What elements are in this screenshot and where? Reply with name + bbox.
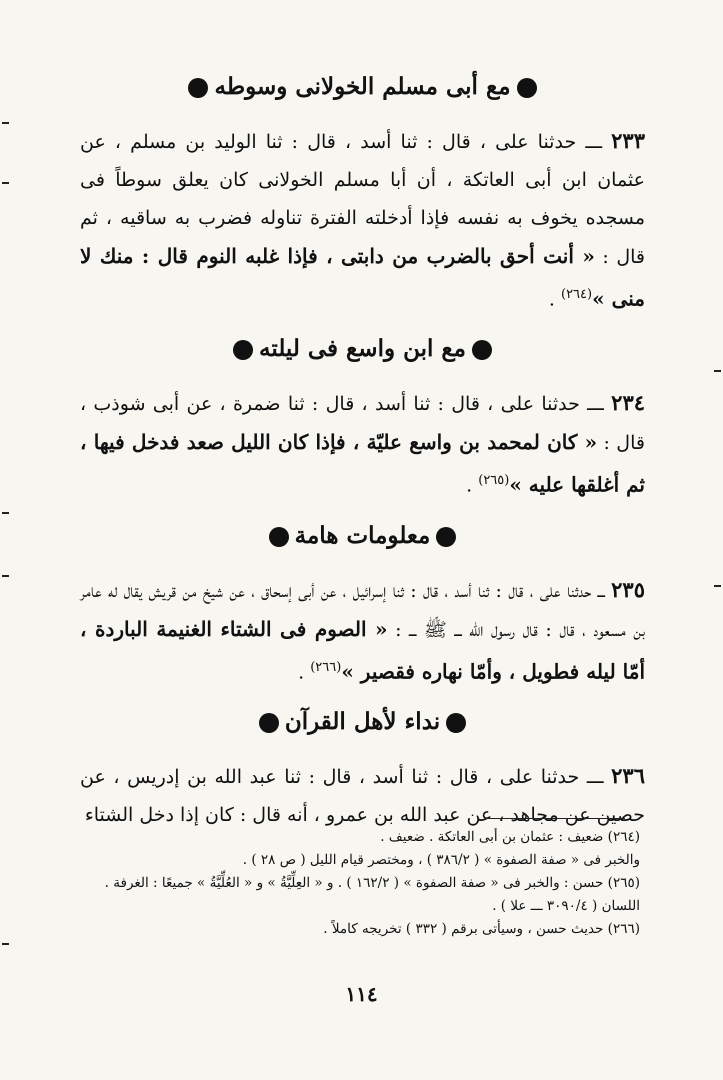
entry-text: ـــ حدثنا على ، قال : ثنا أسد ، قال : ثنا عبد الله بن إدريس ، عن حصين عن مجاهد ، عن عبد الله بن عمرو ، أنه قال : كان إذا دخل الشتاء xyxy=(80,765,645,826)
bullet-icon xyxy=(188,78,208,98)
footnotes xyxy=(85,826,640,941)
footnote-ref: (٢٦٤) xyxy=(561,287,593,302)
section-heading-abu-muslim: مع أبى مسلم الخولانى وسوطه xyxy=(80,70,645,104)
entry-quote: « الصوم فى الشتاء الغنيمة الباردة ، أمّا ليله فطويل ، وأمّا نهاره فقصير » xyxy=(80,616,645,683)
entry-quote: « كان لمحمد بن واسع عليّة ، فإذا كان الليل صعد فدخل فيها ، ثم أغلقها عليه » xyxy=(80,430,645,497)
footnote-line: اللسان ( ٣٠٩٠/٤ ـــ علا ) . xyxy=(492,898,640,914)
bullet-icon xyxy=(446,713,466,733)
entry-number: ٢٣٤ xyxy=(611,390,646,416)
footnote-ref: (٢٦٥) xyxy=(478,473,510,489)
margin-mark xyxy=(2,512,9,514)
bullet-icon xyxy=(517,78,537,98)
entry-text: ـــ حدثنا على ، قال : ثنا أسد ، قال : ثنا الوليد بن مسلم ، عن عثمان ابن أبى العاتكة ، أن أبا مسلم الخولانى كان يعلق سوطاً فى مسجده يخوف به نفسه فإذا أدخلته الفترة تناوله فضرب به ساقيه ، ثم قال : xyxy=(80,131,646,268)
page-body xyxy=(80,70,645,848)
footnote-line: والخبر فى « صفة الصفوة » ( ٣٨٦/٢ ) ، ومختصر قيام الليل ( ص ٢٨ ) . xyxy=(242,852,640,868)
margin-mark xyxy=(2,575,9,577)
section-heading-ibn-wasi: مع ابن واسع فى ليلته xyxy=(80,332,645,366)
footnote-line: (٢٦٤) ضعيف : عثمان بن أبى العاتكة . ضعيف . xyxy=(380,829,640,845)
bullet-icon xyxy=(259,713,279,733)
entry-233: ٢٣٣ ـــ حدثنا على ، قال : ثنا أسد ، قال : ثنا الوليد بن مسلم ، عن عثمان ابن أبى العاتكة ، أن أبا مسلم الخولانى كان يعلق سوطاً فى مسجده يخوف به نفسه فإذا أدخلته الفترة تناوله فضرب به ساقيه ، ثم قال : « أنت أحق بالضرب من دابتى ، فإذا غلبه النوم قال : منك لا منى »$^{(٢٦٤)}$ . xyxy=(80,128,646,311)
margin-mark xyxy=(2,182,9,184)
entry-text: ـــ حدثنا على ، قال : ثنا أسد ، قال : ثنا إسرائيل ، عن أبى إسحاق ، عن شيخ من قريش يقال له عامر بن مسعود ، قال : قال رسول الله ـــ ﷺ ـــ : xyxy=(80,579,645,641)
footnote-line: (٢٦٦) حديث حسن ، وسيأتى برقم ( ٣٣٢ ) تخريجه كاملاً . xyxy=(323,921,640,937)
entry-235: ٢٣٥ ـــ حدثنا على ، قال : ثنا أسد ، قال : ثنا إسرائيل ، عن أبى إسحاق ، عن شيخ من قريش يقال له عامر بن مسعود ، قال : قال رسول الله ـــ ﷺ ـــ : « الصوم فى الشتاء الغنيمة الباردة ، أمّا ليله فطويل ، وأمّا نهاره فقصير »$^{(٢٦٦)}$ . xyxy=(80,576,645,683)
entry-234: ٢٣٤ ـــ حدثنا على ، قال : ثنا أسد ، قال : ثنا ضمرة ، عن أبى شوذب ، قال : « كان لمحمد بن واسع عليّة ، فإذا كان الليل صعد فدخل فيها ، ثم أغلقها عليه »$^{(٢٦٥)}$ . xyxy=(80,390,646,497)
entry-number: ٢٣٦ xyxy=(611,762,645,788)
section-heading-important-info: معلومات هامة xyxy=(80,519,645,553)
margin-mark xyxy=(714,585,721,587)
bullet-icon xyxy=(233,340,253,360)
margin-mark xyxy=(2,943,9,945)
footnote-line: (٢٦٥) حسن : والخبر فى « صفة الصفوة » ( ١٦٢/٢ ) . و « العِلِّيَّةُ » و « العُلِّيَّةُ » جميعًا : الغرفة . xyxy=(104,875,640,891)
entry-236 xyxy=(80,757,645,834)
margin-mark xyxy=(714,370,721,372)
entry-text: ـــ حدثنا على ، قال : ثنا أسد ، قال : ثنا ضمرة ، عن أبى شوذب ، قال : xyxy=(80,393,645,455)
entry-quote: « أنت أحق بالضرب من دابتى ، فإذا غلبه النوم قال : منك لا منى » xyxy=(80,244,645,311)
margin-mark xyxy=(2,122,9,124)
entry-number: ٢٣٥ xyxy=(611,576,645,602)
footnote-separator xyxy=(485,818,625,819)
bullet-icon xyxy=(436,527,456,547)
entry-number: ٢٣٣ xyxy=(611,128,645,153)
bullet-icon xyxy=(472,340,492,360)
footnote-ref: (٢٦٦) xyxy=(310,659,342,675)
bullet-icon xyxy=(269,527,289,547)
section-heading-quran-people: نداء لأهل القرآن xyxy=(80,705,645,739)
page-number: ١١٤ xyxy=(345,982,378,1006)
